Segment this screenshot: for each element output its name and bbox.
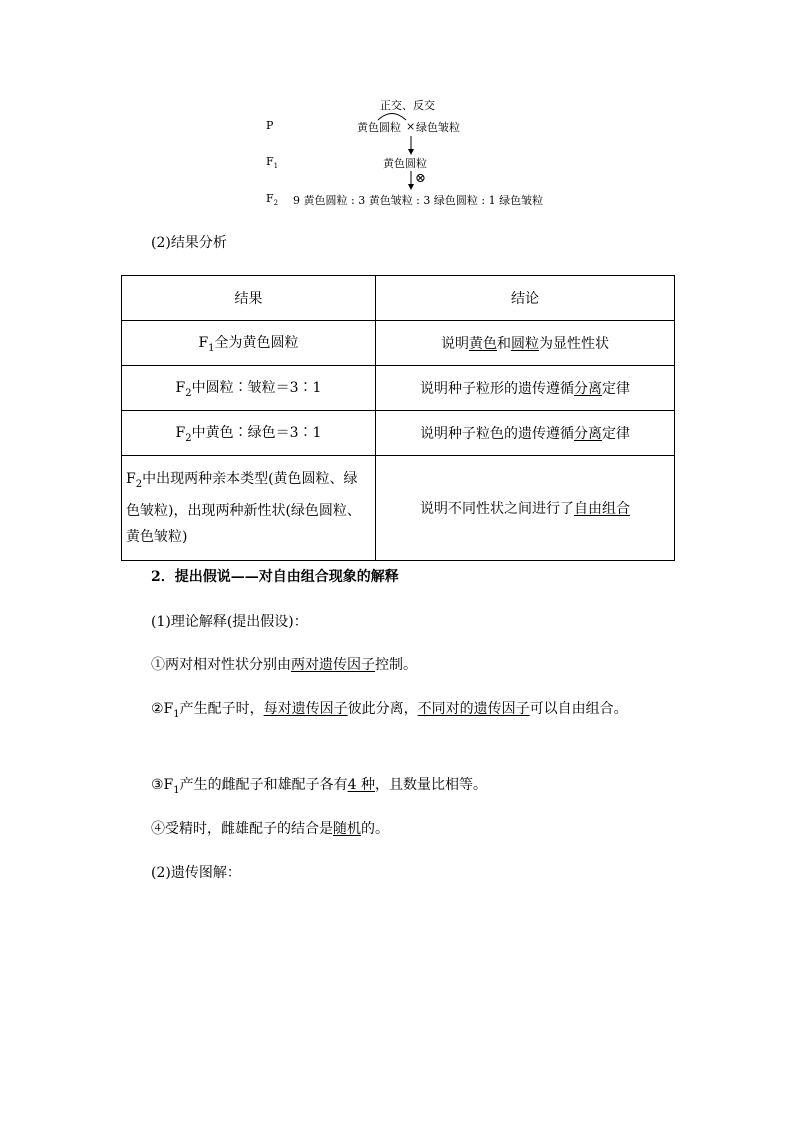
cross-type-label: 正交、反交 [380, 99, 435, 112]
p-parent-1: 黄色圆粒 [357, 121, 401, 134]
result-cell: $F_2$中黄色∶绿色＝3∶1 [122, 411, 376, 456]
hypothesis-4: ④受精时，雌雄配子的结合是随机的。 [151, 821, 389, 837]
f1-to-f2-arrowhead [408, 184, 414, 190]
f1-generation-label: $F_1$ [266, 155, 279, 171]
section2-title: 2．提出假说——对自由组合现象的解释 [151, 569, 399, 585]
p-parent-2: 绿色皱粒 [416, 121, 460, 134]
section-result-analysis: (2)结果分析 [151, 235, 227, 251]
selfing-symbol: ⊗ [415, 171, 426, 186]
table-row [122, 456, 675, 561]
subsection-genetic-diagram: (2)遗传图解： [151, 865, 241, 881]
result-cell: $F_2$中圆粒∶皱粒＝3∶1 [122, 366, 376, 411]
conclusion-cell: 说明不同性状之间进行了自由组合 [376, 456, 675, 561]
hypothesis-2: $②F_1$产生配子时，每对遗传因子彼此分离，不同对的遗传因子可以自由组合。 [151, 701, 628, 720]
header-conclusion: 结论 [376, 276, 675, 321]
hypothesis-1: ①两对相对性状分别由两对遗传因子控制。 [151, 657, 417, 673]
table-header-row [122, 276, 675, 321]
result-cell: $F_1$全为黄色圆粒 [122, 321, 376, 366]
conclusion-cell: 说明种子粒形的遗传遵循分离定律 [376, 366, 675, 411]
cross-diagram [0, 0, 794, 215]
header-result: 结果 [122, 276, 376, 321]
conclusion-cell: 说明黄色和圆粒为显性性状 [376, 321, 675, 366]
table-row [122, 411, 675, 456]
f1-phenotype: 黄色圆粒 [383, 157, 427, 170]
f2-generation-label: $F_2$ [266, 192, 279, 208]
p-generation-label: P [266, 119, 274, 132]
cross-symbol: × [406, 120, 416, 133]
table-row [122, 366, 675, 411]
conclusion-cell: 说明种子粒色的遗传遵循分离定律 [376, 411, 675, 456]
f2-ratio: 9 黄色圆粒 : 3 黄色皱粒 : 3 绿色圆粒 : 1 绿色皱粒 [293, 194, 544, 207]
subsection-theory: (1)理论解释(提出假设)： [151, 614, 308, 630]
result-cell: $F_2$中出现两种亲本类型(黄色圆粒、绿色皱粒)，出现两种新性状(绿色圆粒、黄色皱粒) [122, 456, 376, 561]
hypothesis-3: $③F_1$产生的雌配子和雄配子各有4 种，且数量比相等。 [151, 777, 487, 796]
result-table [121, 275, 675, 561]
table-row [122, 321, 675, 366]
